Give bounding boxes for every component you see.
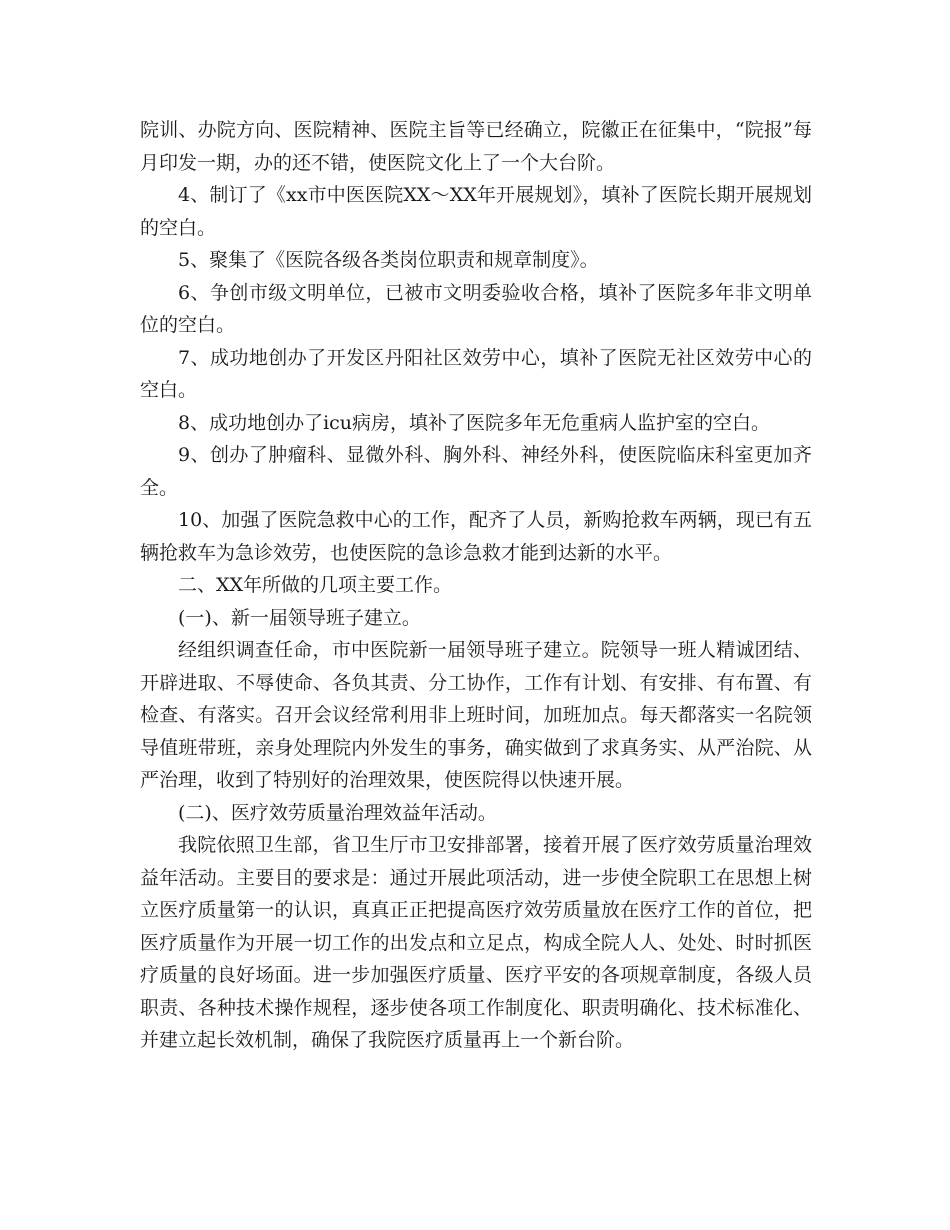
paragraph-item-10: 10、加强了医院急救中心的工作，配齐了人员，新购抢救车两辆，现已有五辆抢救车为急诊效劳，也使医院的急诊急救才能到达新的水平。 bbox=[140, 509, 812, 564]
paragraph-item-5: 5、聚集了《医院各级各类岗位职责和规章制度》。 bbox=[178, 249, 599, 271]
paragraph-item-6: 6、争创市级文明单位，已被市文明委验收合格，填补了医院多年非文明单位的空白。 bbox=[140, 281, 812, 336]
paragraph-item-7: 7、成功地创办了开发区丹阳社区效劳中心，填补了医院无社区效劳中心的空白。 bbox=[140, 346, 812, 401]
paragraph-item-4: 4、制订了《xx市中医医院XX～XX年开展规划》，填补了医院长期开展规划的空白。 bbox=[140, 184, 812, 239]
paragraph-quality: 我院依照卫生部，省卫生厅市卫安排部署，接着开展了医疗效劳质量治理效益年活动。主要目的要求是：通过开展此项活动，进一步使全院职工在思想上树立医疗质量第一的认识，真真正正把提高医疗效劳质量放在医疗工作的首位，把医疗质量作为开展一切工作的出发点和立足点，构成全院人人、处处、时时抓医疗质量的良好场面。进一步加强医疗质量、医疗平安的各项规章制度，各级人员职责、各种技术操作规程，逐步使各项工作制度化、职责明确化、技术标准化、并建立起长效机制，确保了我院医疗质量再上一个新台阶。 bbox=[140, 834, 812, 1051]
paragraph-continuation: 院训、办院方向、医院精神、医院主旨等已经确立，院徽正在征集中，“院报”每月印发一期，办的还不错，使医院文化上了一个大台阶。 bbox=[140, 119, 812, 174]
paragraph-leadership: 经组织调查任命，市中医院新一届领导班子建立。院领导一班人精诚团结、开辟进取、不辱使命、各负其责、分工协作，工作有计划、有安排、有布置、有检查、有落实。召开会议经常利用非上班时间，加班加点。每天都落实一名院领导值班带班，亲身处理院内外发生的事务，确实做到了求真务实、从严治院、从严治理，收到了特别好的治理效果，使医院得以快速开展。 bbox=[140, 639, 812, 791]
subsection-heading-2: (二)、医疗效劳质量治理效益年活动。 bbox=[178, 801, 497, 824]
paragraph-item-9: 9、创办了肿瘤科、显微外科、胸外科、神经外科，使医院临床科室更加齐全。 bbox=[140, 444, 812, 499]
section-heading-2: 二、XX年所做的几项主要工作。 bbox=[178, 574, 453, 596]
document-body bbox=[140, 114, 812, 1057]
subsection-heading-1: (一)、新一届领导班子建立。 bbox=[178, 606, 421, 629]
paragraph-item-8: 8、成功地创办了icu病房，填补了医院多年无危重病人监护室的空白。 bbox=[178, 411, 771, 434]
